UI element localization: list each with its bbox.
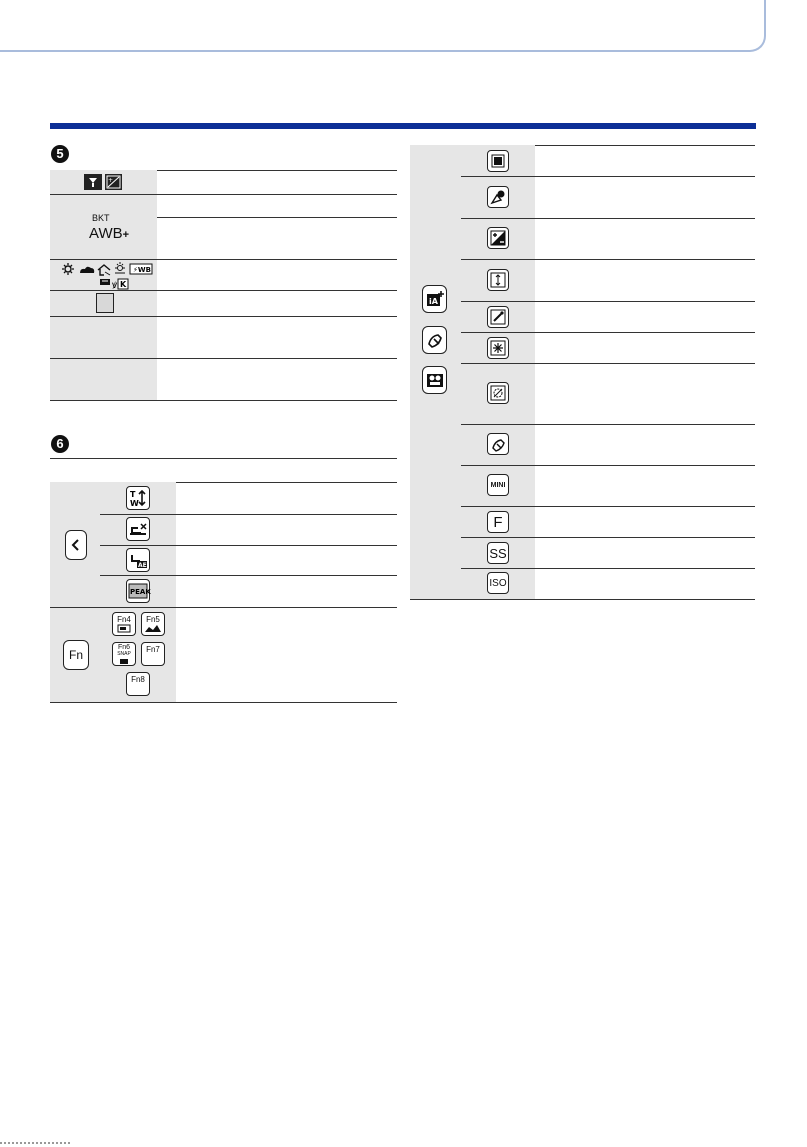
iso-label: ISO [489, 577, 507, 589]
right-row-rule [461, 568, 755, 569]
table6-row-rule [100, 575, 397, 576]
touch-zoom-icon[interactable] [126, 486, 150, 510]
defocus-control-icon[interactable] [487, 382, 509, 404]
fn6-label: Fn6 [117, 644, 131, 651]
highlight-shadow-icon[interactable] [487, 186, 509, 208]
fn6-key[interactable] [112, 642, 136, 666]
mini-label: MINI [490, 481, 506, 489]
fn5-key[interactable] [141, 612, 165, 636]
table5-bottom-rule [50, 400, 397, 401]
fn5-label: Fn5 [146, 615, 160, 624]
right-row-rule [461, 363, 755, 364]
miniature-icon[interactable] [487, 474, 509, 496]
table5-row-rule [50, 290, 397, 291]
filter-effect-icon[interactable] [487, 433, 509, 455]
sunny-icon [62, 263, 74, 275]
shutter-speed-icon[interactable] [487, 542, 509, 564]
table5-row-rule [50, 316, 397, 317]
right-row-rule [461, 259, 755, 260]
svg-text:PEAK: PEAK [130, 588, 151, 596]
right-row-rule [461, 176, 755, 177]
touch-shutter-off-icon[interactable] [126, 517, 150, 541]
color-picker-icon[interactable] [487, 306, 509, 328]
svg-text:iA: iA [428, 297, 438, 306]
right-row-rule [461, 537, 755, 538]
right-row-rule [461, 218, 755, 219]
right-row-rule [461, 465, 755, 466]
table6-bottom-rule [50, 702, 397, 703]
aperture-f-icon[interactable] [487, 511, 509, 533]
creative-video-tab-icon[interactable] [422, 366, 447, 394]
white-balance-icons [60, 262, 155, 290]
exposure-compensation-icon [105, 174, 122, 190]
exposure-icons [84, 174, 122, 190]
fn8-label: Fn8 [131, 675, 145, 684]
incandescent-icon [115, 262, 125, 273]
table6-row-rule [100, 514, 397, 515]
intelligent-auto-plus-tab-icon[interactable] [422, 285, 447, 313]
page-bottom-mark [0, 1142, 70, 1147]
exposure-comp-icon[interactable] [487, 227, 509, 249]
table5-row-rule [50, 259, 397, 260]
photo-style-icon[interactable] [487, 150, 509, 172]
svg-text:T: T [130, 490, 136, 499]
f-label: F [493, 513, 503, 531]
focus-area-box-icon [96, 293, 114, 313]
table6-row-rule [50, 607, 397, 608]
svg-text:W: W [130, 499, 139, 508]
bkt-label: BKT [92, 213, 110, 223]
fn-tab-key[interactable]: Fn [63, 640, 89, 670]
peaking-icon[interactable] [126, 579, 150, 603]
fn4-key[interactable] [112, 612, 136, 636]
step-6-badge: 6 [51, 435, 69, 453]
step-5-badge: 5 [51, 145, 69, 163]
right-table-bottom-rule [410, 599, 755, 600]
ss-label: SS [489, 545, 507, 561]
cloudy-icon [80, 267, 94, 273]
svg-text:ꝟ: ꝟ [112, 280, 118, 291]
right-row-rule [461, 332, 755, 333]
fn4-label: Fn4 [117, 615, 131, 624]
svg-text:AE: AE [138, 562, 147, 569]
fn8-key[interactable] [126, 672, 150, 696]
flash-wb-icon [130, 264, 152, 274]
aspect-ratio-icon[interactable] [487, 269, 509, 291]
right-row-rule [461, 424, 755, 425]
creative-control-tab-icon[interactable] [422, 326, 447, 354]
shade-icon [98, 265, 110, 275]
color-temperature-icon [112, 279, 128, 291]
snap-label: SNAP [117, 651, 131, 657]
svg-text:⚡WB: ⚡WB [133, 266, 151, 274]
fn7-label: Fn7 [146, 645, 160, 654]
right-row-rule [461, 506, 755, 507]
table6-top-rule [50, 458, 397, 459]
page-header-tab [0, 0, 766, 52]
table5-row-rule [50, 358, 397, 359]
right-row-rule [461, 301, 755, 302]
svg-text:+: + [108, 177, 114, 184]
white-set-icon [100, 279, 110, 285]
svg-text:K: K [120, 280, 127, 289]
exposure-meter-icon [84, 174, 102, 190]
star-filter-icon[interactable] [487, 337, 509, 359]
table5-row-rule [50, 194, 397, 195]
iso-icon[interactable] [487, 572, 509, 594]
touch-tab-chevron-left-icon[interactable] [65, 530, 87, 560]
awb-bracket-icon: AWB+ [89, 225, 130, 242]
table6-row-rule [100, 545, 397, 546]
touch-ae-icon[interactable] [126, 548, 150, 572]
section-rule [50, 123, 756, 129]
fn7-key[interactable] [141, 642, 165, 666]
table5-row-rule [157, 217, 397, 218]
